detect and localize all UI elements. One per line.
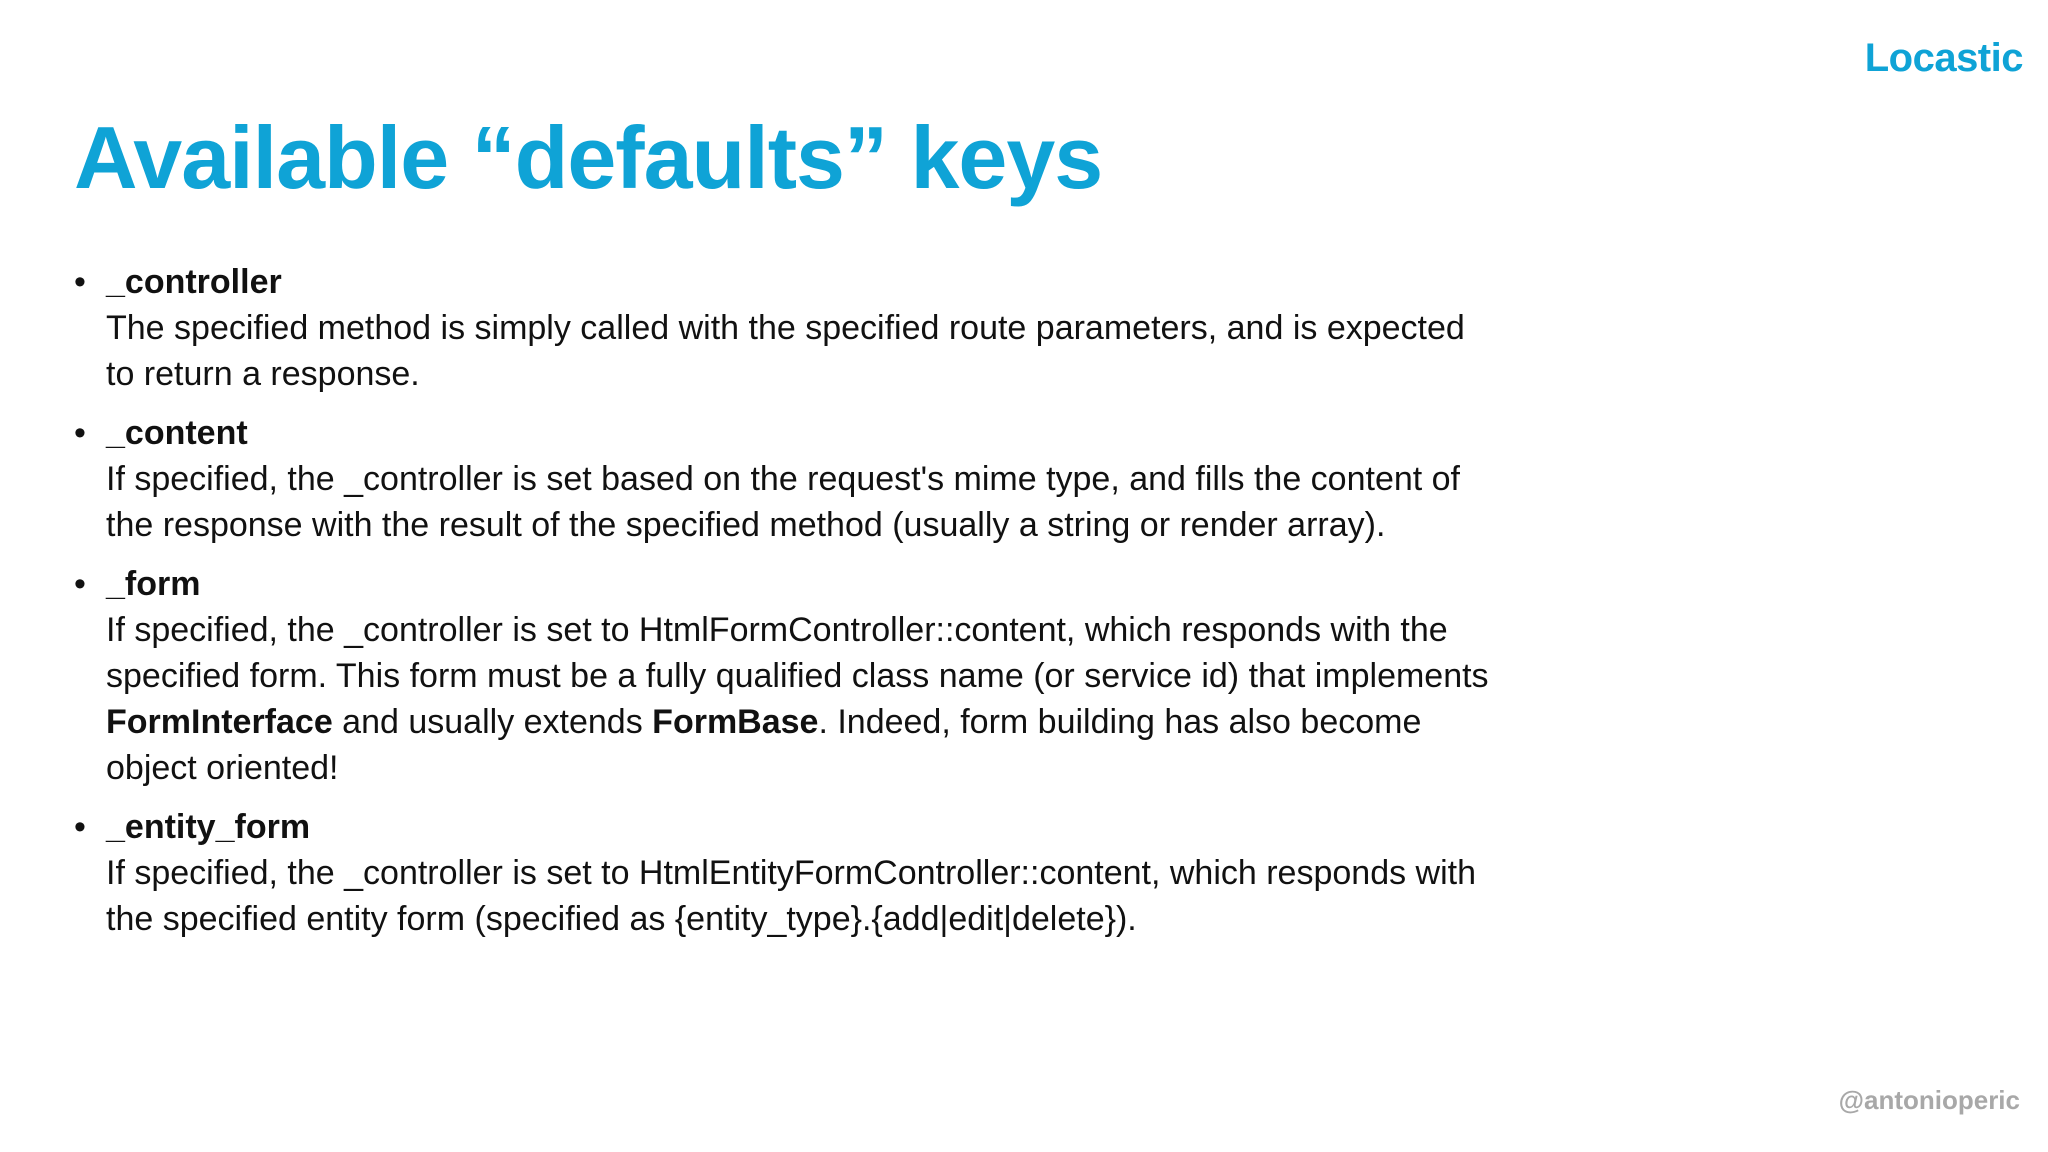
key-description — [106, 607, 1494, 791]
list-item-controller — [74, 259, 1494, 397]
desc-text: If specified, the _controller is set to HtmlFormController::content, which responds with the specified form. This form must be a fully qualified class name (or service id) that implements — [106, 611, 1489, 695]
key-name: _entity_form — [106, 808, 311, 846]
list-item-form — [74, 561, 1494, 791]
author-handle: @antonioperic — [1838, 1085, 2020, 1115]
bullet-icon: • — [74, 414, 86, 452]
bullet-icon: • — [74, 808, 86, 846]
key-name: _controller — [106, 263, 282, 301]
key-name: _form — [106, 565, 201, 603]
list-item-entity-form — [74, 804, 1494, 942]
key-description: If specified, the _controller is set to HtmlEntityFormController::content, which responds with the specified entity form (specified as {entity_type}.{add|edit|delete}). — [106, 854, 1477, 938]
brand-logo: Locastic — [1864, 36, 2023, 80]
key-description: The specified method is simply called with the specified route parameters, and is expected to return a response. — [106, 309, 1465, 393]
desc-bold-term: FormInterface — [106, 703, 333, 741]
key-description: If specified, the _controller is set based on the request's mime type, and fills the content of the response with the result of the specified method (usually a string or render array). — [106, 460, 1461, 544]
desc-text: and usually extends — [332, 703, 653, 741]
defaults-keys-list — [74, 259, 1494, 955]
desc-text: . Indeed, form building has also become object oriented! — [106, 703, 1422, 787]
list-item-content — [74, 410, 1494, 548]
slide-title: Available “defaults” keys — [74, 108, 1103, 207]
bullet-icon: • — [74, 263, 86, 301]
desc-bold-term: FormBase — [652, 703, 819, 741]
bullet-icon: • — [74, 565, 86, 603]
key-name: _content — [106, 414, 248, 452]
